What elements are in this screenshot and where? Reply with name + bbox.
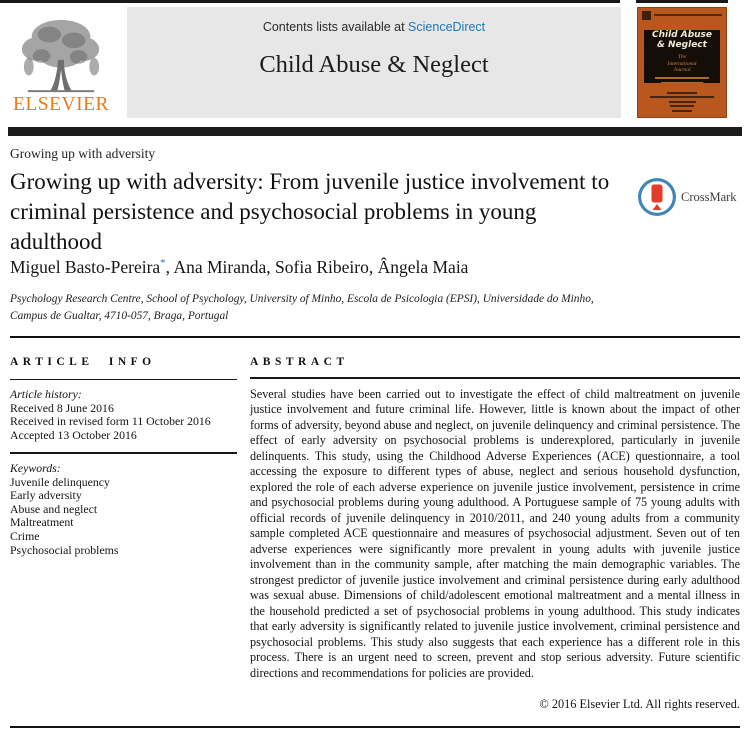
cover-subtitle-line2: International — [667, 60, 697, 67]
keyword-item: Early adversity — [10, 488, 82, 503]
article-info-rule — [10, 379, 237, 381]
contents-line-text: Contents lists available at — [262, 20, 409, 34]
cover-subtitle-line1: The — [677, 53, 687, 60]
byline-rule — [10, 336, 740, 338]
history-item: Accepted 13 October 2016 — [10, 427, 137, 442]
page-top-rule-right — [636, 0, 728, 3]
journal-title: Child Abuse & Neglect — [259, 51, 489, 78]
running-head: Growing up with adversity — [10, 146, 156, 161]
cover-fineprint-bar — [661, 82, 703, 83]
history-label: Article history: — [10, 387, 82, 402]
cover-fineprint-bar — [650, 96, 715, 98]
abstract-heading: ABSTRACT — [250, 356, 349, 368]
cover-fineprint-bar — [654, 14, 722, 16]
cover-title-panel — [644, 30, 720, 83]
history-item: Received in revised form 11 October 2016 — [10, 414, 211, 429]
keywords-rule — [10, 452, 237, 454]
author-list — [10, 257, 468, 278]
crossmark-icon — [637, 177, 677, 217]
cover-title — [652, 30, 712, 51]
journal-cover — [637, 7, 727, 118]
article-info-column — [10, 356, 237, 557]
article-title: Growing up with adversity: From juvenile justice involvement to criminal persistence and psychosocial problems in young adulthood — [10, 169, 610, 254]
sciencedirect-link[interactable]: ScienceDirect — [408, 20, 486, 34]
cover-fineprint-bar — [655, 77, 710, 78]
copyright-notice: © 2016 Elsevier Ltd. All rights reserved. — [539, 697, 740, 711]
cover-publisher-mark — [642, 11, 651, 20]
author-others: , Ana Miranda, Sofia Ribeiro, Ângela Maia — [165, 257, 469, 277]
cover-fineprint — [637, 89, 727, 112]
corresponding-author-asterisk[interactable]: * — [160, 257, 166, 270]
keyword-item: Juvenile delinquency — [10, 474, 110, 489]
header-thick-rule — [8, 127, 742, 136]
elsevier-wordmark: ELSEVIER — [12, 94, 110, 115]
author-corresponding: Miguel Basto-Pereira — [10, 257, 161, 277]
keyword-item: Abuse and neglect — [10, 501, 98, 516]
abstract-column — [250, 356, 740, 681]
cover-fineprint-bar — [669, 101, 696, 103]
elsevier-logo — [8, 13, 114, 116]
cover-subtitle — [667, 54, 696, 75]
crossmark-label: CrossMark — [681, 189, 737, 204]
cover-fineprint-bar — [667, 92, 698, 94]
history-item: Received 8 June 2016 — [10, 400, 114, 415]
page-bottom-rule — [10, 726, 740, 728]
cover-fineprint-bar — [672, 110, 692, 112]
keyword-item: Psychosocial problems — [10, 542, 119, 557]
crossmark-badge[interactable] — [637, 177, 737, 217]
cover-subtitle-line3: Journal — [673, 67, 691, 74]
abstract-rule — [250, 377, 740, 379]
cover-fineprint-bar — [670, 105, 693, 107]
contents-line — [127, 20, 621, 34]
keyword-item: Crime — [10, 528, 40, 543]
article-info-heading: ARTICLE INFO — [10, 356, 156, 368]
abstract-text: Several studies have been carried out to investigate the effect of child maltreatment on juvenile justice involvement and future criminal life. However, little is known about the impact of other forms of adversity, beyond abuse and neglect, on juvenile delinquency and criminal persistence. The effect of early adversity on psychosocial problems is underexplored, particularly in juvenile delinquents. This study, using the Childhood Adverse Experiences (ACE) questionnaire, a tool accessing the exposure to different types of abuse, neglect and serious household dysfunction, explored the role of each adverse experience on juvenile justice involvement, persistence in crime and psychosocial problems during young adulthood. A Portuguese sample of 75 young adults with official records of juvenile delinquency in 2010/2011, and 240 young adults from a community sample completed ACE questionnaire and measures of psychosocial adjustment. Seven out of ten adverse experiences were significantly more prevalent in young adults with juvenile justice involvement than in the community sample, after matching the main demographic variables. The strongest predictor of juvenile justice involvement and criminal persistence during early adulthood was sexual abuse. Dimensions of child/adolescent emotional maltreatment and a mental illness in the household predicted a set of psychosocial problems in young adulthood. This study indicates that early adversity is significantly related to juvenile justice involvement, criminal persistence and psychosocial problems. This study also suggests that each experience has a different role in this process. There is an urgent need to screen, prevent and stop serious adversity. Future scientific directions and recommendations for policies are provided. — [250, 386, 740, 680]
journal-banner — [127, 7, 621, 118]
keyword-item: Maltreatment — [10, 515, 74, 530]
affiliation: Psychology Research Centre, School of Psychology, University of Minho, Escola de Psicologia (EPSI), Universidade do Minho, Campus de Gualtar, 4710-057, Braga, Portugal — [10, 293, 594, 323]
elsevier-tree-icon — [12, 13, 110, 97]
cover-title-line1: Child Abuse — [651, 30, 713, 40]
page-top-rule-left — [0, 0, 620, 3]
keywords-label: Keywords: — [10, 460, 61, 475]
cover-title-line2: & Neglect — [657, 40, 707, 51]
